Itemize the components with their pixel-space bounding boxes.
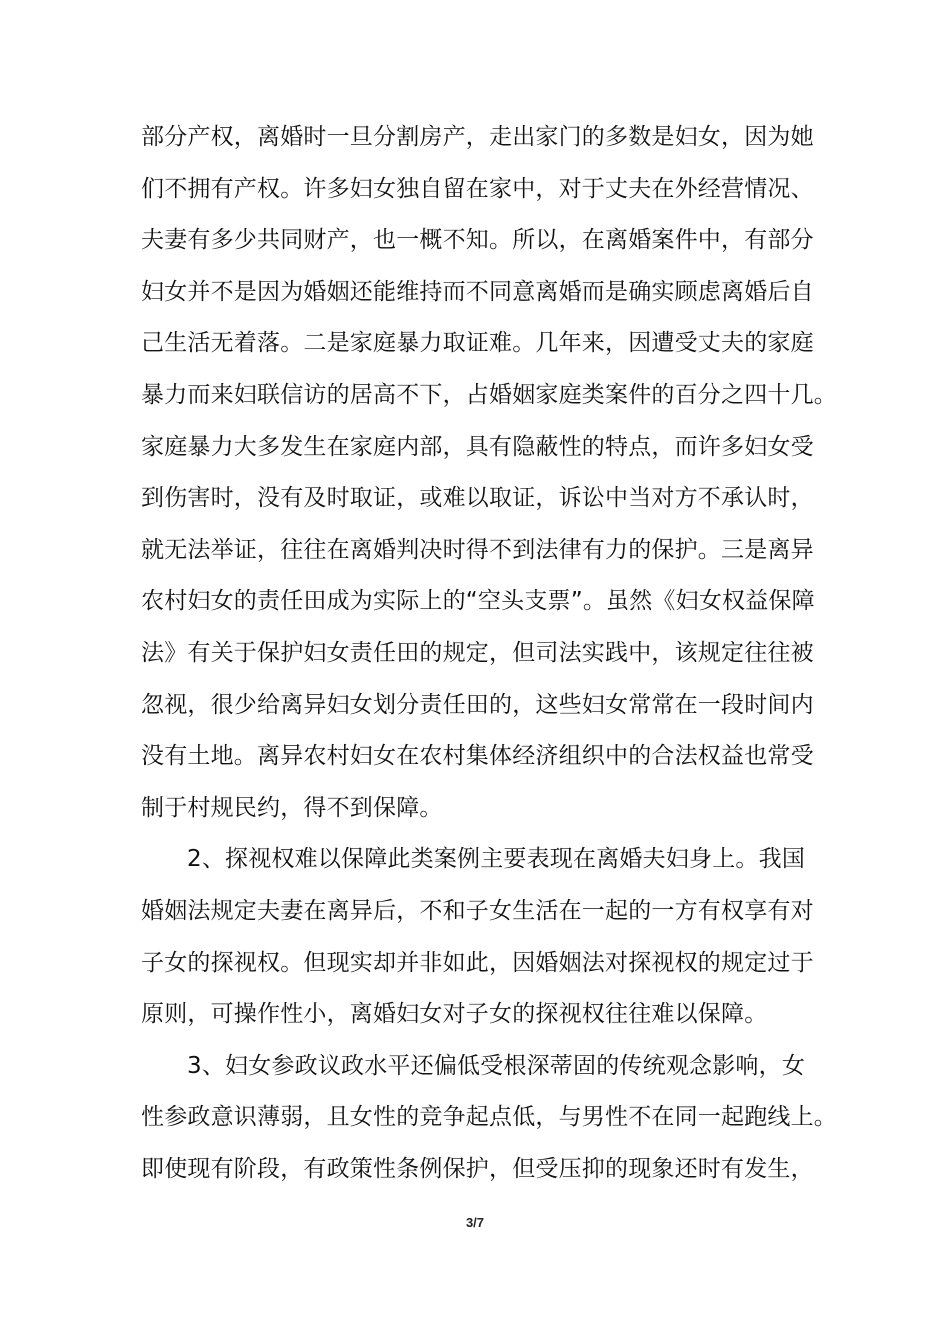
text-line: 己生活无着落。二是家庭暴力取证难。几年来，因遭受丈夫的家庭 [141,330,814,357]
page-number: 3/7 [465,1215,485,1230]
text-line: 法》有关于保护妇女责任田的规定，但司法实践中，该规定往往被 [141,639,814,666]
text-line: 家庭暴力大多发生在家庭内部，具有隐蔽性的特点，而许多妇女受 [141,433,814,460]
body-text [141,112,841,1195]
text-line: 制于村规民约，得不到保障。 [141,794,443,821]
text-line: 即使现有阶段，有政策性条例保护，但受压抑的现象还时有发生， [141,1155,814,1182]
text-line: 原则，可操作性小，离婚妇女对子女的探视权往往难以保障。 [141,1001,768,1028]
text-line: 没有土地。离异农村妇女在农村集体经济组织中的合法权益也常受 [141,743,814,770]
text-line: 婚姻法规定夫妻在离异后，不和子女生活在一起的一方有权享有对 [141,897,814,924]
text-line: 们不拥有产权。许多妇女独自留在家中，对于丈夫在外经营情况、 [141,175,814,202]
text-line: 3、妇女参政议政水平还偏低受根深蒂固的传统观念影响，女 [187,1052,806,1079]
text-line: 妇女并不是因为婚姻还能维持而不同意离婚而是确实顾虑离婚后自 [141,278,814,305]
text-line: 忽视，很少给离异妇女划分责任田的，这些妇女常常在一段时间内 [141,691,814,718]
text-line: 到伤害时，没有及时取证，或难以取证，诉讼中当对方不承认时， [141,485,814,512]
text-line: 2、探视权难以保障此类案例主要表现在离婚夫妇身上。我国 [187,846,806,873]
text-line: 就无法举证，往往在离婚判决时得不到法律有力的保护。三是离异 [141,536,814,563]
text-line: 性参政意识薄弱，且女性的竞争起点低，与男性不在同一起跑线上。 [141,1104,837,1131]
text-line: 部分产权，离婚时一旦分割房产，走出家门的多数是妇女，因为她 [141,124,814,150]
text-line: 子女的探视权。但现实却并非如此，因婚姻法对探视权的规定过于 [141,949,814,976]
text-line: 暴力而来妇联信访的居高不下，占婚姻家庭类案件的百分之四十几。 [141,381,837,408]
text-line: 农村妇女的责任田成为实际上的“空头支票”。虽然《妇女权益保障 [141,588,815,615]
text-line: 夫妻有多少共同财产，也一概不知。所以，在离婚案件中，有部分 [141,227,814,254]
